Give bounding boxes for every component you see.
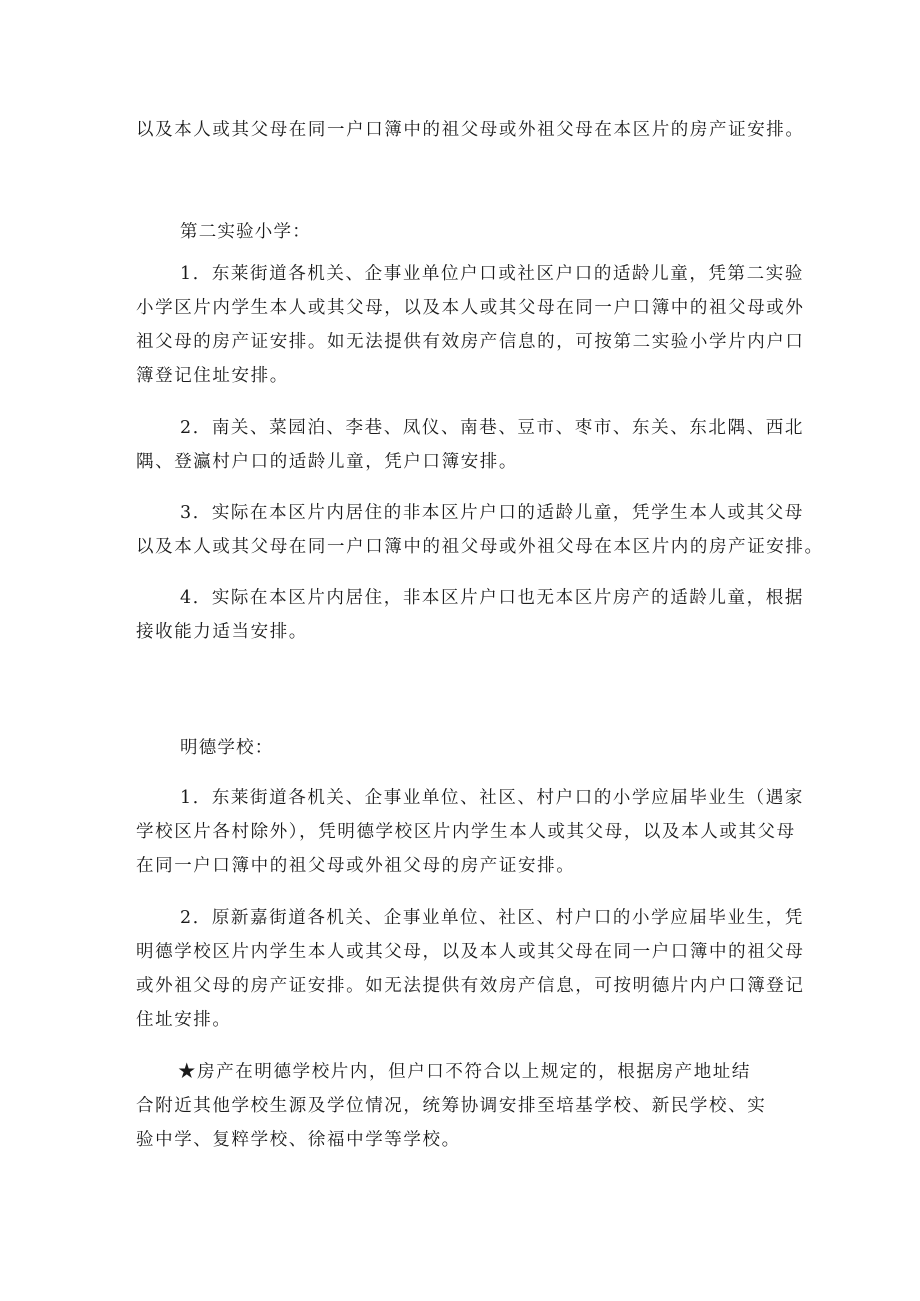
paragraph-line: 小学区片内学生本人或其父母，以及本人或其父母在同一户口簿中的祖父母或外 bbox=[136, 298, 805, 318]
paragraph-line: 1．东莱街道各机关、企事业单位、社区、村户口的小学应届毕业生（遇家 bbox=[180, 788, 804, 808]
paragraph-line: ★房产在明德学校片内，但户口不符合以上规定的，根据房产地址结 bbox=[178, 1062, 751, 1082]
paragraph-line: 以及本人或其父母在同一户口簿中的祖父母或外祖父母在本区片内的房产证安排。 bbox=[136, 537, 824, 557]
paragraph-line: 或外祖父母的房产证安排。如无法提供有效房产信息，可按明德片内户口簿登记 bbox=[136, 976, 805, 996]
paragraph-line: 验中学、复粹学校、徐福中学等学校。 bbox=[136, 1130, 461, 1150]
paragraph-line: 1．东莱街道各机关、企事业单位户口或社区户口的适龄儿童，凭第二实验 bbox=[180, 264, 804, 284]
paragraph-line: 接收能力适当安排。 bbox=[136, 622, 308, 642]
paragraph-line: 4．实际在本区片内居住，非本区片户口也无本区片房产的适龄儿童，根据 bbox=[180, 588, 804, 608]
paragraph-line: 3．实际在本区片内居住的非本区片户口的适龄儿童，凭学生本人或其父母 bbox=[180, 503, 804, 523]
paragraph-line: 隅、登瀛村户口的适龄儿童，凭户口簿安排。 bbox=[136, 452, 518, 472]
paragraph-line: 住址安排。 bbox=[136, 1010, 232, 1030]
paragraph-line: 2．南关、菜园泊、李巷、凤仪、南巷、豆市、枣市、东关、东北隅、西北 bbox=[180, 418, 804, 438]
paragraph-line: 在同一户口簿中的祖父母或外祖父母的房产证安排。 bbox=[136, 856, 576, 876]
section-heading-mingde-school: 明德学校： bbox=[180, 738, 274, 758]
paragraph-line: 明德学校区片内学生本人或其父母，以及本人或其父母在同一户口簿中的祖父母 bbox=[136, 942, 805, 962]
paragraph-line: 2．原新嘉街道各机关、企事业单位、社区、村户口的小学应届毕业生，凭 bbox=[180, 908, 804, 928]
section-heading-second-experimental-primary: 第二实验小学： bbox=[180, 222, 311, 242]
paragraph-line: 合附近其他学校生源及学位情况，统筹协调安排至培基学校、新民学校、实 bbox=[136, 1096, 767, 1116]
paragraph-line: 学校区片各村除外），凭明德学校区片内学生本人或其父母，以及本人或其父母 bbox=[136, 822, 796, 842]
paragraph-line: 簿登记住址安排。 bbox=[136, 366, 289, 386]
paragraph-line: 祖父母的房产证安排。如无法提供有效房产信息的，可按第二实验小学片内户口 bbox=[136, 332, 805, 352]
intro-line: 以及本人或其父母在同一户口簿中的祖父母或外祖父母在本区片的房产证安排。 bbox=[136, 120, 805, 140]
